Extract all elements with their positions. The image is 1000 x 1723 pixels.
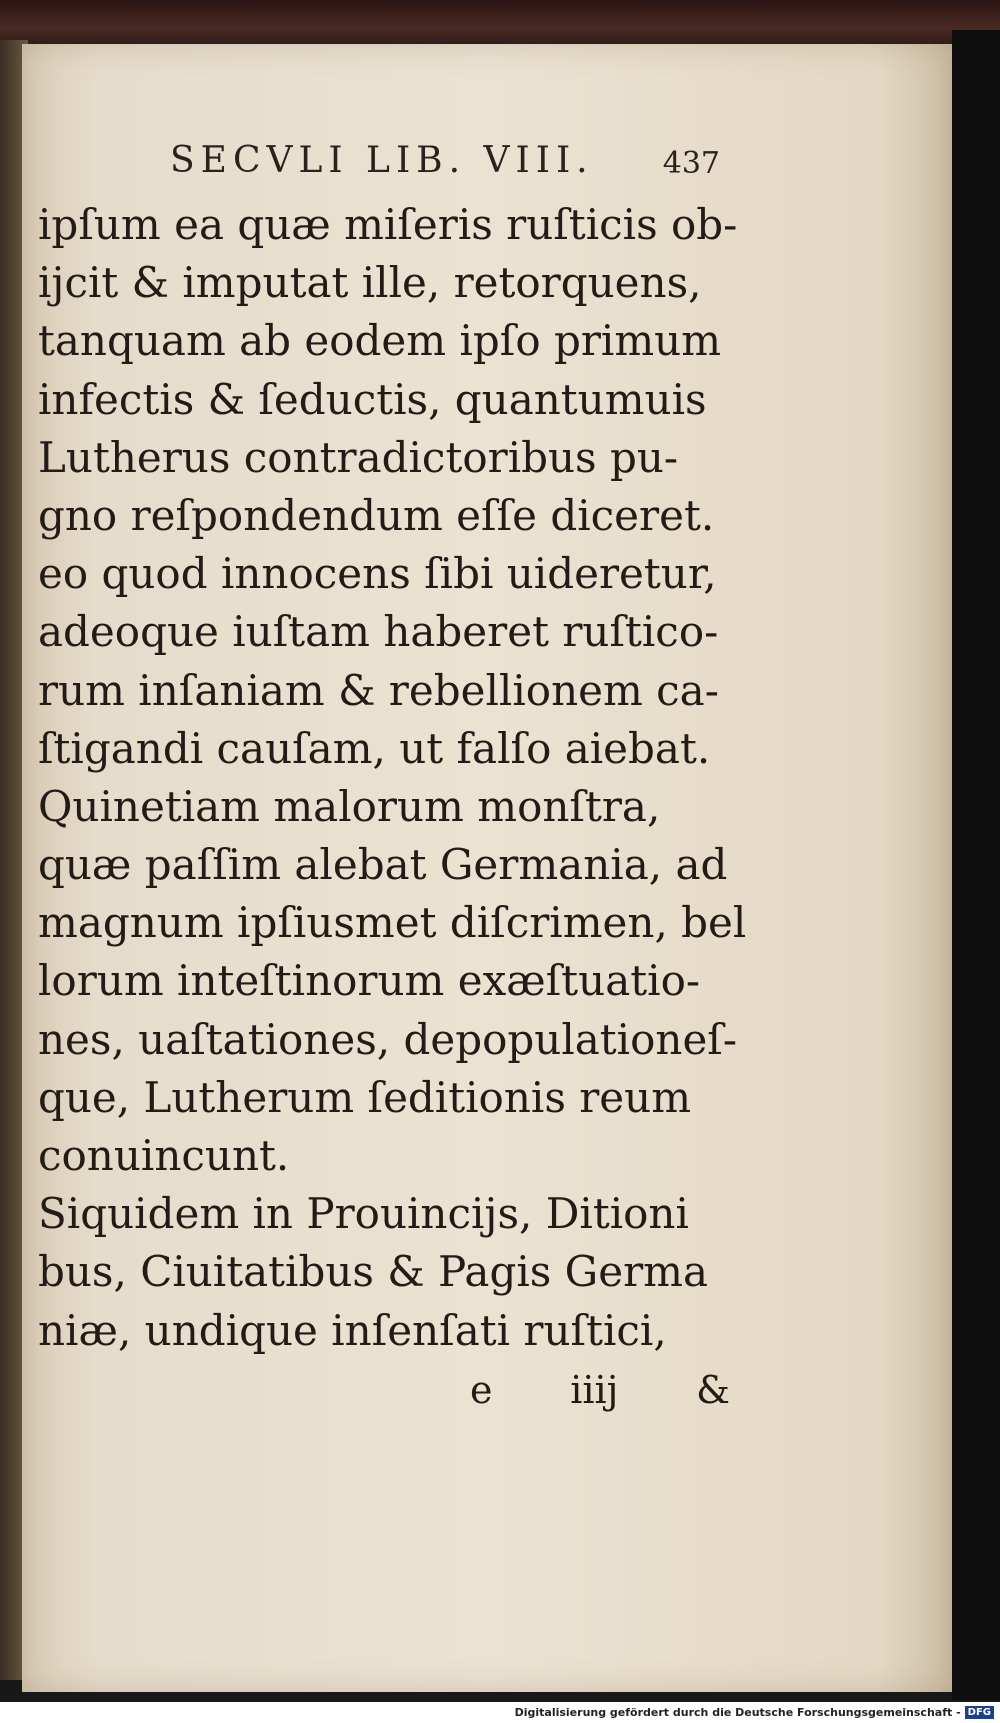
text-line: Siquidem in Prouincijs, Ditioni: [38, 1189, 689, 1239]
text-line: ſtigandi cauſam, ut falſo aiebat.: [38, 723, 711, 773]
catchword: &: [696, 1368, 730, 1412]
text-line: Lutherus contradictoribus pu-: [38, 432, 679, 482]
scan-background: [952, 30, 1000, 1700]
text-line: gno reſpondendum eſſe diceret.: [38, 490, 715, 540]
text-line: niæ, undique inſenſati ruſtici,: [38, 1305, 667, 1355]
signature-number: iiij: [570, 1368, 619, 1412]
text-line: lorum inteſtinorum exæſtuatio-: [38, 956, 701, 1006]
text-line: infectis & ſeductis, quantumuis: [38, 374, 707, 424]
book-top-edge: [0, 0, 1000, 48]
text-line: quæ paſſim alebat Germania, ad: [38, 840, 728, 890]
text-line: conuincunt.: [38, 1131, 290, 1180]
digitization-footer: [0, 1702, 1000, 1723]
text-line: nes, uaſtationes, depopulationeſ-: [38, 1014, 738, 1064]
signature-line: [470, 1368, 730, 1418]
page-number: 437: [662, 146, 720, 181]
text-line: Quinetiam malorum monſtra,: [38, 781, 661, 831]
text-line: que, Lutherum ſeditionis reum: [38, 1072, 692, 1122]
text-line: rum inſaniam & rebellionem ca-: [38, 665, 719, 715]
text-line: adeoque iuſtam haberet ruſtico-: [38, 607, 719, 657]
text-line: ipſum ea quæ miſeris ruſticis ob-: [38, 200, 738, 249]
text-line: ijcit & imputat ille, retorquens,: [38, 258, 702, 308]
text-line: magnum ipſiusmet diſcrimen, bel: [38, 898, 747, 948]
text-line: bus, Ciuitatibus & Pagis Germa: [38, 1247, 709, 1297]
text-line: eo quod innocens ſibi uideretur,: [38, 549, 717, 599]
text-line: tanquam ab eodem ipſo primum: [38, 316, 722, 366]
funding-credit: Digitalisierung gefördert durch die Deutsche Forschungsgemeinschaft -: [514, 1706, 961, 1719]
dfg-logo: DFG: [965, 1706, 994, 1719]
signature-letter: e: [470, 1368, 493, 1412]
page-body-text: [38, 196, 747, 1360]
running-head: SECVLI LIB. VIII.: [170, 140, 594, 181]
